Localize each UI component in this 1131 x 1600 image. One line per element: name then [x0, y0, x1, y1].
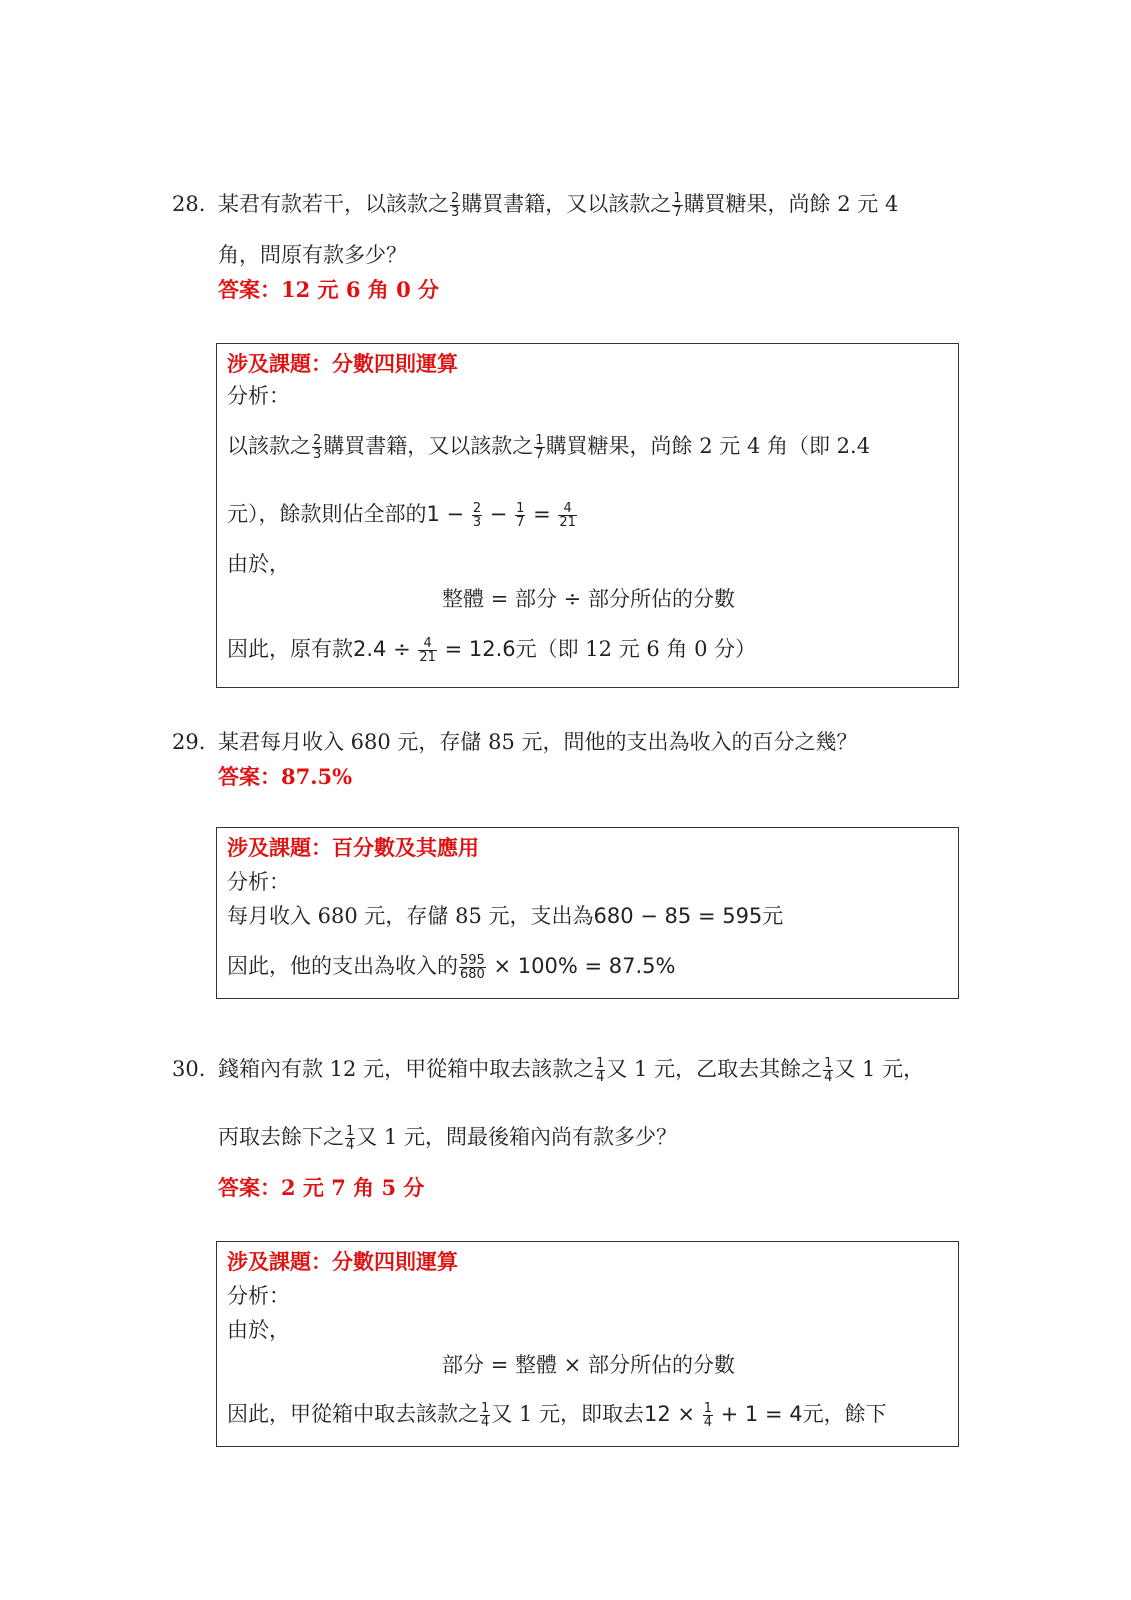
- q30-analysis-box: [216, 1241, 959, 1447]
- q29-analysis-box: [216, 827, 959, 999]
- q28-text: 某君有款若干，以該款之: [218, 192, 449, 216]
- analysis-label: 分析：: [227, 384, 290, 408]
- q30-analysis-line3: 因此，甲從箱中取去該款之 $\frac{1}{4}$ 又 1 元，即取去12 × $\frac{1}{4}$ + 1 = 4元，餘下: [227, 1401, 887, 1430]
- q30-topic: 涉及課題：分數四則運算: [227, 1249, 458, 1274]
- fraction: $\frac{595}{680}$: [460, 953, 485, 982]
- q29-analysis-line1: 每月收入 680 元，存儲 85 元，支出為680 − 85 = 595元: [227, 904, 784, 928]
- q28-question-line1: [218, 189, 898, 219]
- fraction: $\frac{4}{21}$: [419, 636, 436, 665]
- q29-number: 29.: [172, 730, 206, 754]
- q30-number: 30.: [172, 1057, 206, 1081]
- q29-topic: 涉及課題：百分數及其應用: [227, 835, 479, 860]
- fraction: $\frac{1}{4}$: [824, 1056, 833, 1085]
- q30-answer: 答案：2 元 7 角 5 分: [218, 1175, 425, 1200]
- fraction: $\frac{1}{4}$: [596, 1056, 605, 1085]
- q28-number: 28.: [172, 192, 206, 216]
- q29-question: 某君每月收入 680 元，存儲 85 元，問他的支出為收入的百分之幾？: [218, 730, 858, 754]
- q28-analysis-line3: 由於，: [227, 552, 290, 576]
- fraction: $\frac{2}{3}$: [313, 433, 322, 462]
- analysis-label: 分析：: [227, 870, 290, 894]
- q29-analysis-line2: 因此，他的支出為收入的 $\frac{595}{680}$ × 100% = 87.5%: [227, 953, 676, 982]
- q28-analysis-line2: 元），餘款則佔全部的1 − $\frac{2}{3}$ − $\frac{1}{7}$ = $\frac{4}{21}$: [227, 501, 576, 530]
- analysis-label: 分析：: [227, 1284, 290, 1308]
- fraction: $\frac{1}{4}$: [481, 1401, 490, 1430]
- q28-text: 購買糖果，尚餘 2 元 4: [683, 192, 899, 216]
- q30-formula: 部分 = 整體 × 部分所佔的分數: [442, 1353, 735, 1377]
- fraction: $\frac{1}{7}$: [516, 501, 525, 530]
- q28-formula: 整體 = 部分 ÷ 部分所佔的分數: [442, 587, 735, 611]
- q28-topic: 涉及課題：分數四則運算: [227, 351, 458, 376]
- q28-answer: 答案：12 元 6 角 0 分: [218, 277, 440, 302]
- fraction: $\frac{1}{7}$: [673, 191, 682, 220]
- fraction: $\frac{1}{4}$: [703, 1401, 712, 1430]
- q28-question-line2: 角，問原有款多少？: [218, 243, 407, 267]
- q30-analysis-line1: 由於，: [227, 1318, 290, 1342]
- q30-question-line1: 錢箱內有款 12 元，甲從箱中取去該款之 $\frac{1}{4}$ 又 1 元，乙取去其餘之 $\frac{1}{4}$ 又 1 元，: [218, 1056, 925, 1085]
- q28-analysis-line1: 以該款之 $\frac{2}{3}$ 購買書籍，又以該款之 $\frac{1}{7}$ 購買糖果，尚餘 2 元 4 角（即 2.4: [227, 433, 871, 462]
- q29-answer: 答案：87.5%: [218, 764, 353, 789]
- fraction: $\frac{4}{21}$: [559, 501, 576, 530]
- q28-analysis-box: [216, 343, 959, 688]
- fraction: $\frac{2}{3}$: [472, 501, 482, 530]
- fraction: $\frac{1}{7}$: [535, 433, 544, 462]
- q30-question-line2: 丙取去餘下之 $\frac{1}{4}$ 又 1 元，問最後箱內尚有款多少？: [218, 1124, 677, 1153]
- fraction: $\frac{1}{4}$: [346, 1124, 355, 1153]
- fraction: $\frac{2}{3}$: [451, 191, 460, 220]
- q28-text: 購買書籍，又以該款之: [461, 192, 672, 216]
- q28-analysis-line5: 因此，原有款2.4 ÷ $\frac{4}{21}$ = 12.6元（即 12 元 6 角 0 分）: [227, 636, 757, 665]
